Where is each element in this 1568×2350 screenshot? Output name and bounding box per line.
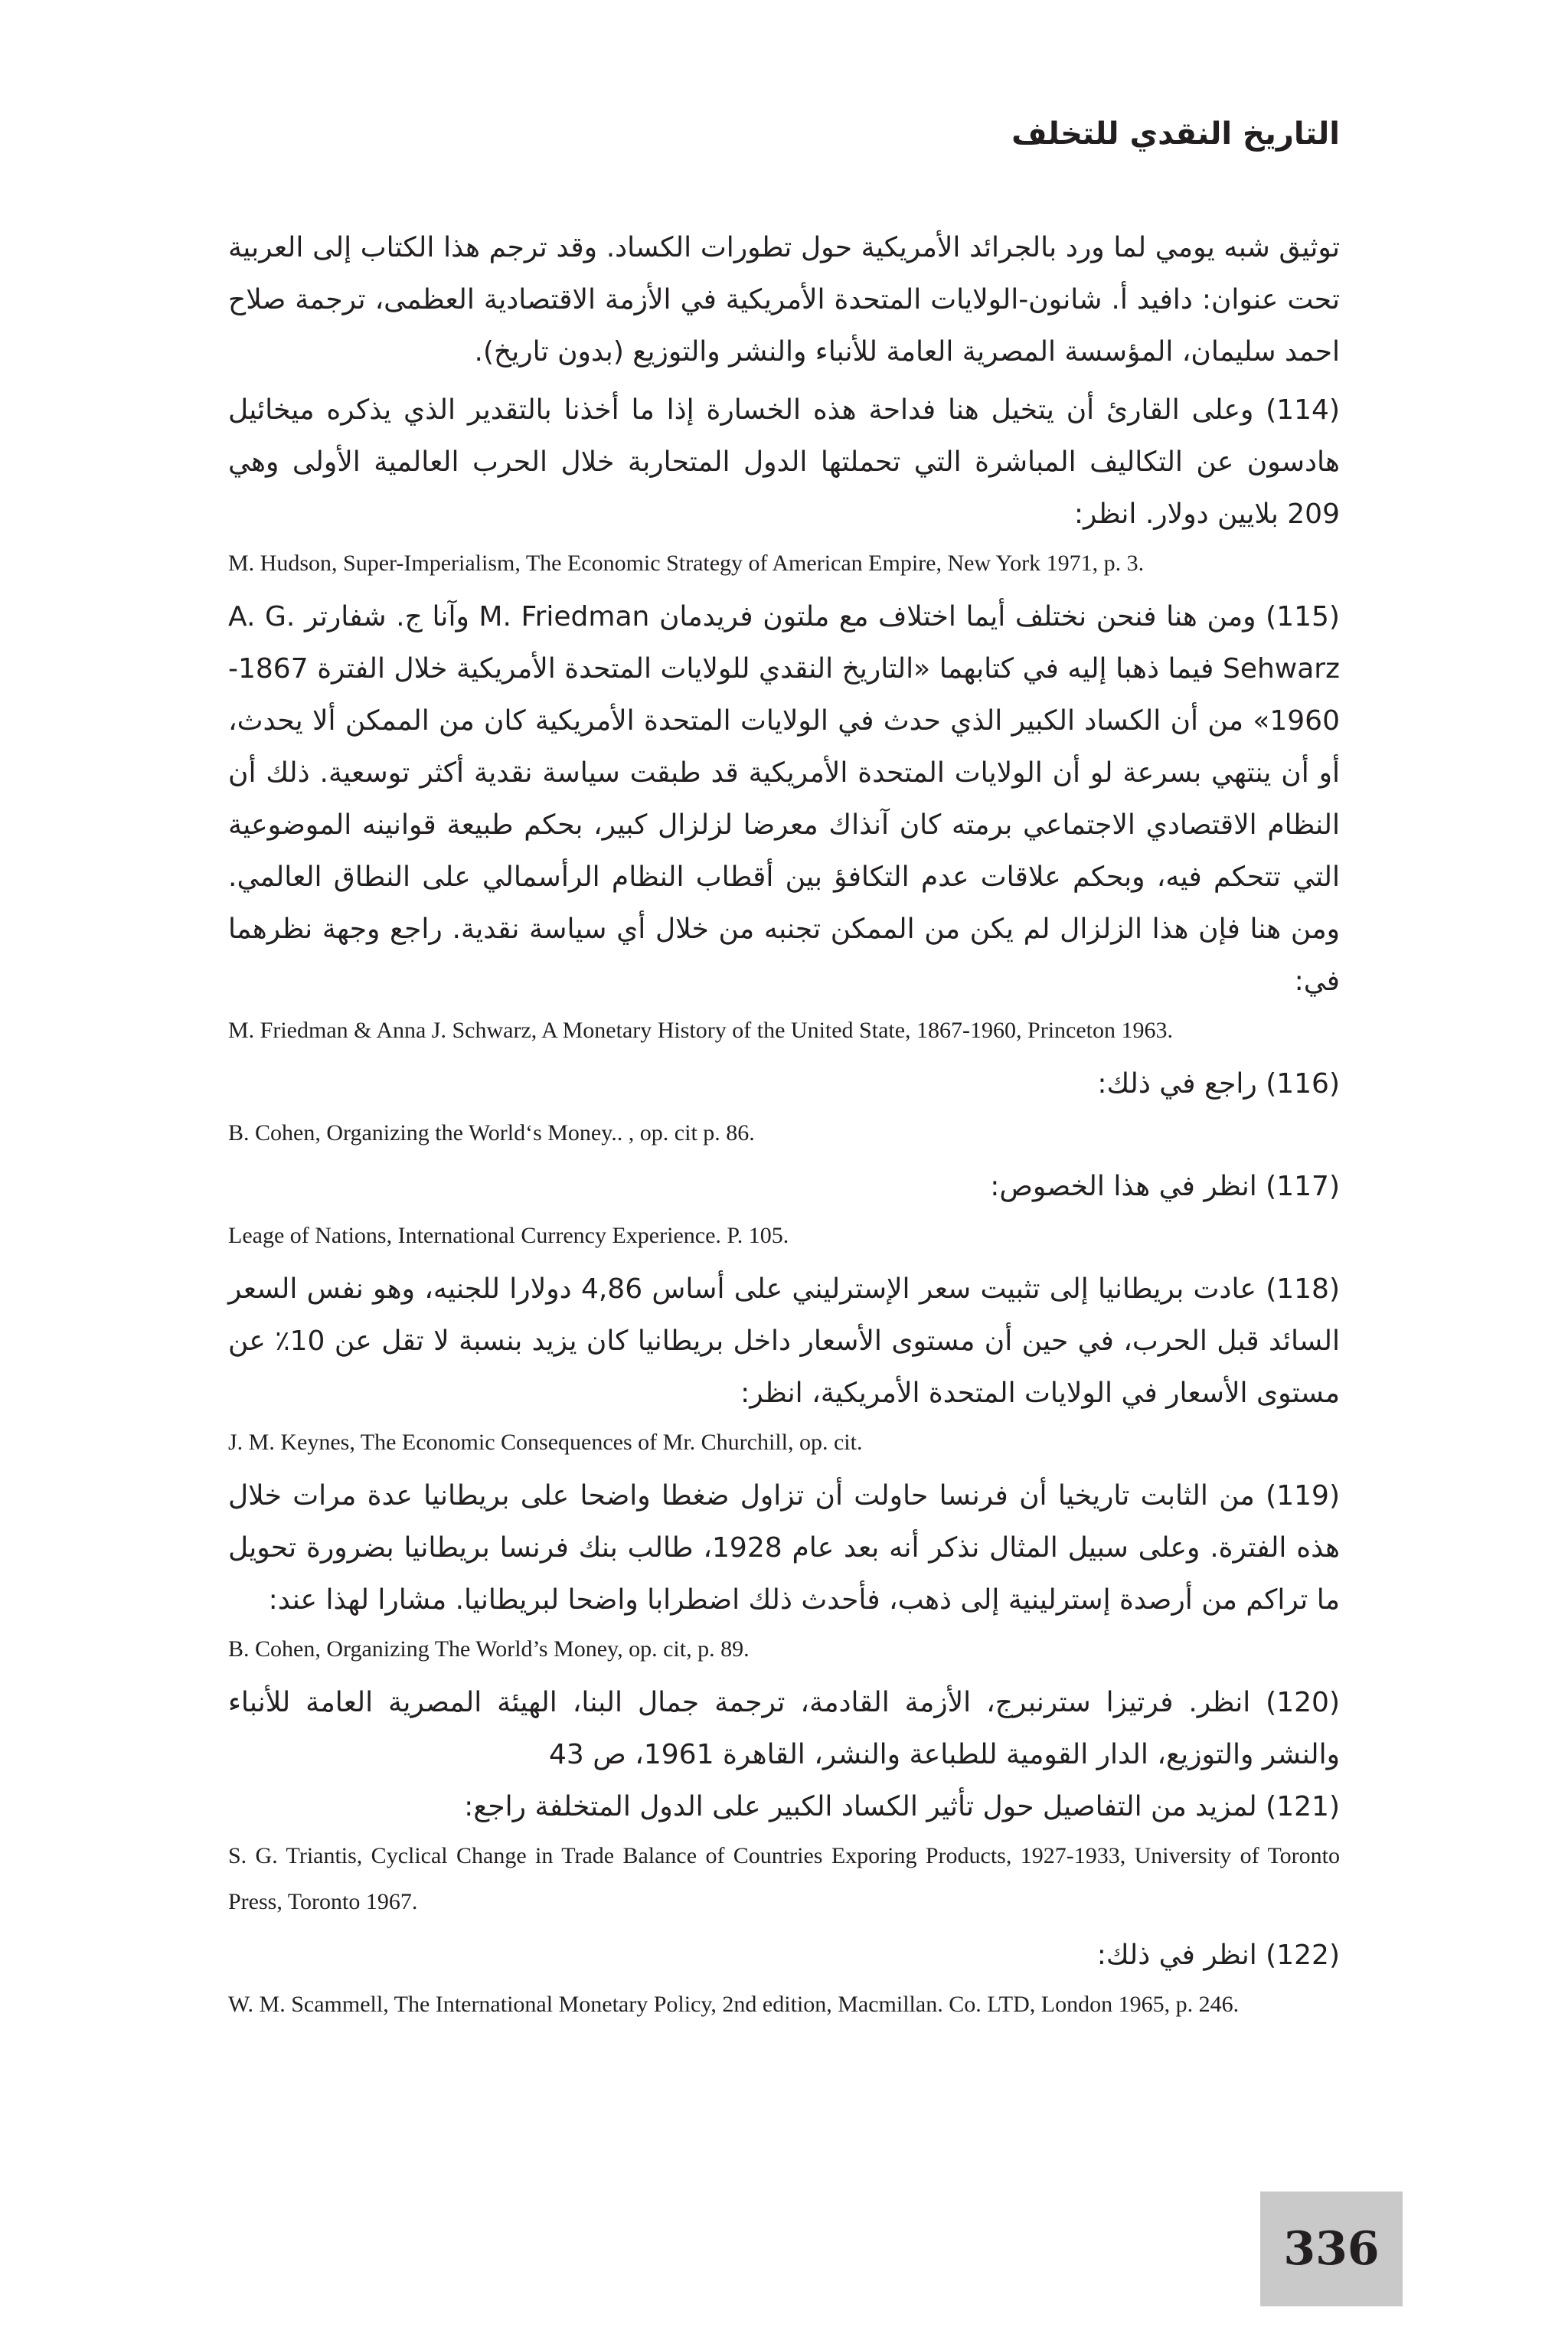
running-title: التاريخ النقدي للتخلف (1011, 116, 1340, 152)
note-121-reference: S. G. Triantis, Cyclical Change in Trade Balance of Countries Exporing Products, 1927-1933, University of Toronto Press, Toronto 1967. (228, 1843, 1340, 1914)
note-120: (120) انظر. فرتيزا سترنبرج، الأزمة القادمة، ترجمة جمال البنا، الهيئة المصرية العامة للأنباء والنشر والتوزيع، الدار القومية للطباعة والنشر، القاهرة 1961، ص 43 (228, 1687, 1340, 1770)
note-122: (122) انظر في ذلك: (1096, 1940, 1340, 1971)
note-116: (116) راجع في ذلك: (1097, 1068, 1340, 1100)
note-119-reference: B. Cohen, Organizing The World’s Money, op. cit, p. 89. (228, 1636, 750, 1662)
note-121: (121) لمزيد من التفاصيل حول تأثير الكساد الكبير على الدول المتخلفة راجع: (464, 1791, 1340, 1822)
note-118-reference: J. M. Keynes, The Economic Consequences of Mr. Churchill, op. cit. (228, 1430, 863, 1455)
note-115-reference: M. Friedman & Anna J. Schwarz, A Monetary History of the United State, 1867-1960, Princeton 1963. (228, 1018, 1173, 1043)
note-119: (119) من الثابت تاريخيا أن فرنسا حاولت أن تزاول ضغطا واضحا على بريطانيا عدة مرات خلال هذه الفترة. وعلى سبيل المثال نذكر أنه بعد عام 1928، طالب بنك فرنسا بريطانيا بضرورة تحويل ما تراكم من أرصدة إسترلينية إلى ذهب، فأحدث ذلك اضطرابا واضحا لبريطانيا. مشارا لهذا عند: (228, 1480, 1340, 1616)
note-114: (114) وعلى القارئ أن يتخيل هنا فداحة هذه الخسارة إذا ما أخذنا بالتقدير الذي يذكره ميخائيل هادسون عن التكاليف المباشرة التي تحملتها الدول المتحاربة خلال الحرب العالمية الأولى وهي 209 بلايين دولار. انظر: (228, 394, 1340, 530)
note-continuation: توثيق شبه يومي لما ورد بالجرائد الأمريكية حول تطورات الكساد. وقد ترجم هذا الكتاب إلى العربية تحت عنوان: دافيد أ. شانون-الولايات المتحدة الأمريكية في الأزمة الاقتصادية العظمى، ترجمة صلاح احمد سليمان، المؤسسة المصرية العامة للأنباء والنشر والتوزيع (بدون تاريخ). (228, 232, 1340, 368)
note-116-reference: B. Cohen, Organizing the World‘s Money.. , op. cit p. 86. (228, 1120, 755, 1146)
page-number: 336 (1260, 2191, 1403, 2306)
note-122-reference: W. M. Scammell, The International Monetary Policy, 2nd edition, Macmillan. Co. LTD, London 1965, p. 246. (228, 1992, 1240, 2017)
note-117: (117) انظر في هذا الخصوص: (990, 1171, 1340, 1202)
note-115: (115) ومن هنا فنحن نختلف أيما اختلاف مع ملتون فريدمان M. Friedman وآنا ج. شفارتر A. G. Sehwarz فيما ذهبا إليه في كتابهما «التاريخ النقدي للولايات المتحدة الأمريكية خلال الفترة 1867-1960» من أن الكساد الكبير الذي حدث في الولايات المتحدة الأمريكية كان من الممكن ألا يحدث، أو أن ينتهي بسرعة لو أن الولايات المتحدة الأمريكية قد طبقت سياسة نقدية أكثر توسعية. ذلك أن النظام الاقتصادي الاجتماعي برمته كان آنذاك معرضا لزلزال كبير، بحكم طبيعة قوانينه الموضوعية التي تتحكم فيه، وبحكم علاقات عدم التكافؤ بين أقطاب النظام الرأسمالي على النطاق العالمي. ومن هنا فإن هذا الزلزال لم يكن من الممكن تجنبه من خلال أي سياسة نقدية. راجع وجهة نظرهما في: (228, 601, 1340, 997)
note-114-reference: M. Hudson, Super-Imperialism, The Economic Strategy of American Empire, New York 1971, p. 3. (228, 551, 1145, 576)
note-117-reference: Leage of Nations, International Currency Experience. P. 105. (228, 1223, 789, 1248)
note-118: (118) عادت بريطانيا إلى تثبيت سعر الإسترليني على أساس 4,86 دولارا للجنيه، وهو نفس السعر السائد قبل الحرب، في حين أن مستوى الأسعار داخل بريطانيا كان يزيد بنسبة لا تقل عن 10٪ عن مستوى الأسعار في الولايات المتحدة الأمريكية، انظر: (228, 1273, 1341, 1409)
notes-body (228, 222, 1340, 2032)
